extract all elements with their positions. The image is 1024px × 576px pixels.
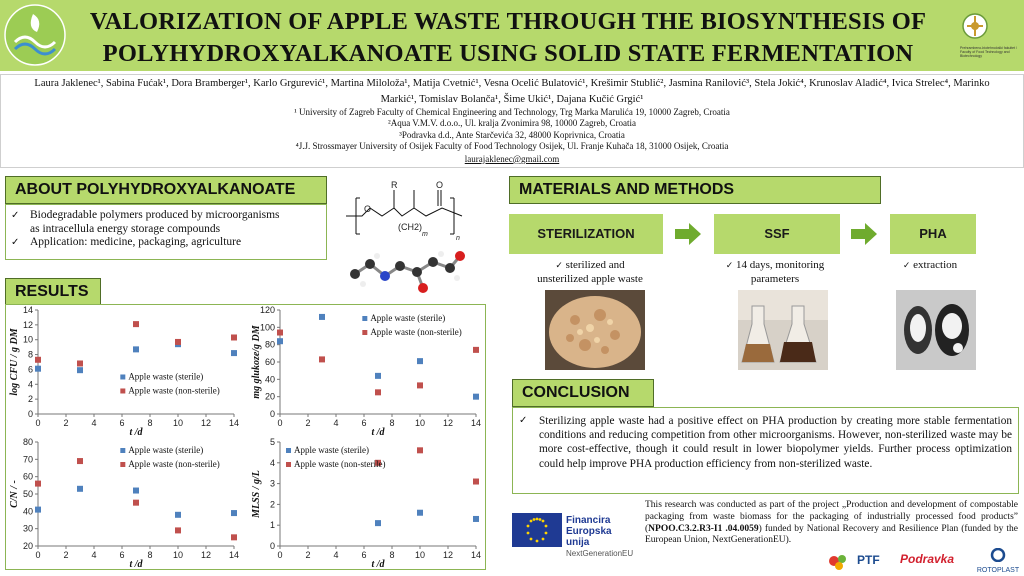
step-2-description [700,259,850,286]
arrow-right-icon [673,221,703,247]
y-tick-label: 10 [22,334,33,345]
institution-logo-left [3,2,67,68]
data-point [375,373,381,379]
check-icon: ✓ [725,261,734,271]
x-tick-label: 4 [333,418,339,428]
data-point [473,347,479,353]
y-tick-label: 0 [27,409,33,419]
y-tick-label: 1 [269,520,275,531]
conclusion-panel [512,407,1019,494]
y-axis-label: MLSS / g/L [251,470,262,518]
conclusion-text: Sterilizing apple waste had a positive effect on PHA production by creating more stable fermentation conditions and reducing competition from other microorganisms. However, non-sterilized waste may be more cost-effective, though it could result in lower biopolymer yields. Further process optimization could help improve PHA production efficiency from non-sterilized waste. [539,415,1012,470]
x-tick-label: 12 [442,418,454,428]
data-point [277,338,283,344]
m-subscript: m [422,231,428,238]
chart-svg [8,306,240,436]
x-tick-label: 10 [172,550,184,560]
legend-label: Apple waste (sterile) [294,445,369,455]
x-tick-label: 0 [35,550,41,560]
data-point [175,512,181,518]
data-point [231,510,237,516]
step-2-desc-line-2: parameters [750,273,800,285]
data-point [277,330,283,336]
conclusion-heading: CONCLUSION [512,379,654,407]
x-tick-label: 2 [63,418,69,428]
podravka-logo: Podravka [900,552,955,566]
affiliation-3: ³Podravka d.d., Ante Starčevića 32, 48000 Koprivnica, Croatia [399,129,625,140]
eu-line-2: Europska unija [566,526,612,548]
rotoplast-logo [973,548,1023,575]
x-tick-label: 4 [91,550,97,560]
x-tick-label: 10 [172,418,184,428]
title-line-1: VALORIZATION OF APPLE WASTE THROUGH THE BIOSYNTHESIS OF [89,8,927,35]
x-tick-label: 8 [389,550,395,560]
x-axis-label: t /d [371,559,385,570]
fermentation-flasks-photo [738,290,828,370]
step-2-desc-line-1 [700,259,850,273]
x-tick-label: 12 [200,550,212,560]
y-tick-label: 4 [269,457,275,468]
x-tick-label: 14 [470,418,482,428]
affiliation-4: ⁴J.J. Strossmayer University of Osijek Faculty of Food Technology Osijek, Ul. Franje Kuhača 18, 31000 Osijek, Croatia [295,141,729,152]
y-tick-label: 60 [264,357,275,367]
y-tick-label: 2 [27,394,33,405]
check-icon: ✓ [11,210,20,221]
results-heading: RESULTS [5,278,101,306]
y-tick-label: 12 [22,319,33,330]
data-point [231,534,237,540]
step-pha: PHA [890,214,976,254]
data-point [417,447,423,453]
about-bullet-2 [6,236,326,250]
step-2-desc-line-1-text: 14 days, monitoring [735,259,825,271]
y-tick-label: 40 [22,506,33,517]
methods-heading: MATERIALS AND METHODS [509,176,881,204]
y-tick-label: 60 [22,471,33,482]
x-tick-label: 0 [277,550,283,560]
y-tick-label: 0 [269,409,275,419]
chart-svg [8,438,240,568]
x-tick-label: 14 [228,550,240,560]
about-bullet-1-line-2: as intracellula energy storage compounds [30,222,221,235]
y-tick-label: 120 [259,305,275,315]
x-tick-label: 2 [305,418,311,428]
n-subscript: n [456,235,460,242]
data-point [133,321,139,327]
y-tick-label: 20 [264,391,275,402]
chart-svg [250,438,482,568]
about-bullet-2-text: Application: medicine, packaging, agriculture [30,236,242,248]
data-point [133,500,139,506]
right-logo-text: Prehrambeno-biotehnološki fakultet / Faculty of Food Technology and Biotechnology [960,46,1018,58]
check-icon: ✓ [11,237,20,248]
legend-label: Apple waste (non-sterile) [128,459,220,469]
data-point [35,357,41,363]
y-tick-label: 6 [27,364,33,375]
y-axis-label: mg glukoze/g DM [251,325,262,399]
step-3-desc-text: extraction [913,259,958,271]
legend-marker [120,374,125,379]
legend-label: Apple waste (sterile) [128,445,204,455]
legend-label: Apple waste (sterile) [128,371,204,382]
x-axis-label: t /d [129,427,143,438]
institution-logo-right [951,8,1021,66]
data-point [473,479,479,485]
check-icon: ✓ [902,261,911,271]
data-point [35,366,41,372]
eu-line-1: Financira [566,515,611,526]
x-tick-label: 6 [361,550,367,560]
data-point [77,367,83,373]
partner-logo-leaf-icon [826,551,850,573]
x-tick-label: 2 [305,550,311,560]
legend-marker [120,462,125,467]
x-tick-label: 4 [333,550,339,560]
x-tick-label: 10 [414,550,426,560]
y-tick-label: 20 [22,541,33,551]
data-point [77,486,83,492]
r-group-label: R [391,180,398,190]
x-tick-label: 6 [361,418,367,428]
legend-label: Apple waste (non-sterile) [128,385,220,396]
about-panel [5,204,327,260]
affiliation-2: ²Aqua V.M.V. d.o.o., Ul. kralja Zvonimira 98, 10000 Zagreb, Croatia [388,118,636,129]
legend-label: Apple waste (non-sterile) [294,459,386,469]
step-1-desc-line-2: unsterilized apple waste [537,273,643,285]
chart-cn-ratio [8,438,240,568]
x-tick-label: 8 [147,550,153,560]
rotoplast-emblem-icon [989,548,1007,562]
ptf-emblem-icon [951,8,1021,46]
x-tick-label: 4 [91,418,97,428]
y-tick-label: 80 [22,437,33,447]
legend-marker [120,388,125,393]
data-point [473,394,479,400]
molecule-3d-model [345,244,470,299]
project-text-post: ) funded by National Recovery and Resilience Plan (funded by the European Union, NextGenerationEU). [645,523,1019,546]
x-tick-label: 14 [228,418,240,428]
about-heading: ABOUT POLYHYDROXYALKANOATE [5,176,327,204]
chart-glucose [250,306,482,436]
y-tick-label: 0 [269,541,275,551]
y-axis-label: C/N / - [9,480,20,508]
data-point [175,527,181,533]
y-tick-label: 50 [22,489,33,499]
data-point [231,334,237,340]
step-1-desc-line-1-text: sterilized and [565,259,625,271]
legend-marker [362,316,367,321]
data-point [417,510,423,516]
data-point [133,488,139,494]
eu-flag-icon [512,513,562,547]
y-tick-label: 8 [27,349,33,360]
project-code: NPOO.C3.2.R3-I1 .04.0059 [648,523,759,534]
eu-line-3: NextGenerationEU [566,549,634,558]
x-axis-label: t /d [371,427,385,438]
y-axis-label: log CFU / g DM [9,328,20,396]
x-tick-label: 8 [147,418,153,428]
x-tick-label: 12 [442,550,454,560]
x-tick-label: 0 [277,418,283,428]
chart-mlss [250,438,482,568]
project-funding-text [645,500,1018,547]
poster-header [0,0,1024,71]
y-tick-label: 40 [264,374,275,385]
data-point [375,520,381,526]
data-point [473,516,479,522]
check-icon: ✓ [555,261,563,271]
y-tick-label: 4 [27,379,33,390]
x-tick-label: 6 [119,418,125,428]
authors-line-2: Markić¹, Tomislav Bolanča¹, Šime Ukić¹, Dajana Kučić Grgić¹ [380,94,644,105]
poster-title [68,6,948,70]
contact-email[interactable]: laurajaklenec@gmail.com [464,153,560,164]
ch2-label: (CH2) [398,222,422,232]
y-tick-label: 70 [22,454,33,465]
data-point [319,314,325,320]
pha-microscopy-photo [896,290,976,370]
arrow-right-icon [849,221,879,247]
step-ssf: SSF [714,214,840,254]
data-point [77,458,83,464]
x-axis-label: t /d [129,559,143,570]
y-tick-label: 14 [22,305,33,315]
legend-marker [362,330,367,335]
pha-structure-diagram [342,176,472,246]
x-tick-label: 10 [414,418,426,428]
apple-waste-photo [545,290,645,370]
x-tick-label: 6 [119,550,125,560]
data-point [77,360,83,366]
carbonyl-oxygen-label: O [436,180,444,190]
eu-funding-logo [512,513,637,558]
data-point [133,346,139,352]
rotoplast-text: ROTOPLAST [976,567,1020,574]
data-point [319,356,325,362]
legend-label: Apple waste (non-sterile) [370,327,462,337]
y-tick-label: 5 [269,437,275,447]
check-icon: ✓ [519,415,528,426]
data-point [35,507,41,513]
x-tick-label: 8 [389,418,395,428]
y-tick-label: 2 [269,499,275,510]
step-3-description [880,259,980,273]
data-point [375,389,381,395]
y-tick-label: 80 [264,339,275,350]
oxygen-label: O [364,204,372,214]
x-tick-label: 0 [35,418,41,428]
authors-line-1: Laura Jaklenec¹, Sabina Fućak¹, Dora Bramberger¹, Karlo Grgurević¹, Martina Miloloža¹, Matija Cvetnić¹, Vesna Ocelić Bulatović¹, Krešimir Stublić², Jasmina Ranilović³, Stela Jokić⁴, Krunoslav Aladić⁴, Ivica Strelec⁴, Marinko [34,78,990,89]
data-point [417,382,423,388]
legend-marker [286,462,291,467]
data-point [175,339,181,345]
chart-svg [250,306,482,436]
about-bullet-1-line-1: Biodegradable polymers produced by microorganisms [30,209,280,221]
legend-marker [120,448,125,453]
x-tick-label: 2 [63,550,69,560]
title-line-2: POLYHYDROXYALKANOATE USING SOLID STATE FERMENTATION [102,40,914,67]
data-point [35,481,41,487]
about-bullet-1 [6,209,326,236]
y-tick-label: 30 [22,523,33,534]
affiliation-1: ¹ University of Zagreb Faculty of Chemical Engineering and Technology, Trg Marka Marulića 19, 10000 Zagreb, Croatia [294,107,730,117]
step-1-desc-line-1 [515,259,665,273]
step-sterilization: STERILIZATION [509,214,663,254]
y-tick-label: 3 [269,478,275,489]
authors-block [0,74,1024,168]
data-point [231,350,237,356]
project-text-pre: This research was conducted as part of the project „Production and development of compostable packaging from waste biomass for the packaging of industrially processed food products” ( [645,500,1018,534]
step-1-description [515,259,665,286]
ptf-logo: PTF [857,553,880,567]
x-tick-label: 14 [470,550,482,560]
data-point [417,358,423,364]
legend-marker [286,448,291,453]
x-tick-label: 12 [200,418,212,428]
legend-label: Apple waste (sterile) [370,313,446,323]
chart-log-cfu [8,306,240,436]
y-tick-label: 100 [259,322,275,333]
